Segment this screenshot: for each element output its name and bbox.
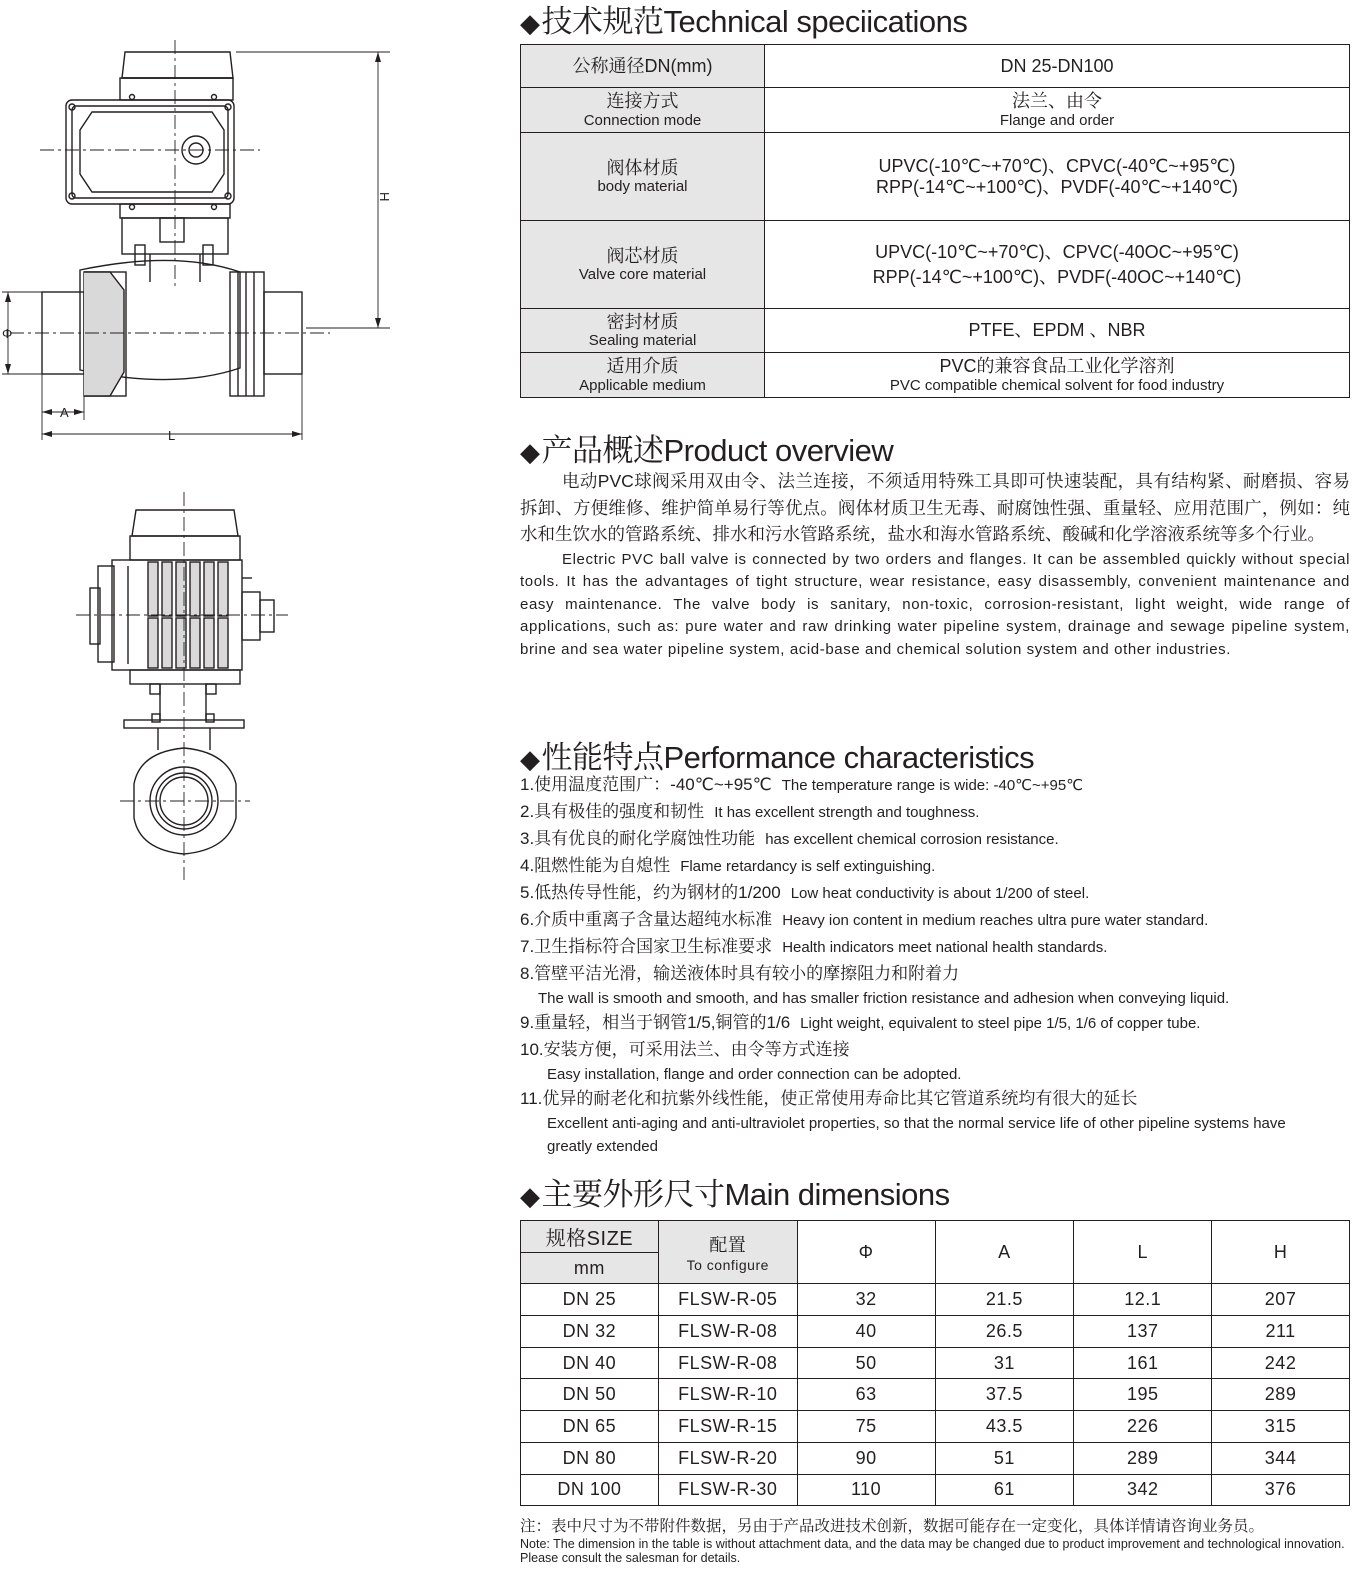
dims-cell-l: 342 <box>1074 1474 1212 1506</box>
dims-cell-phi: 63 <box>797 1379 935 1411</box>
spec-value-line: UPVC(-10℃~+70℃)、CPVC(-40OC~+95℃) <box>875 241 1239 262</box>
perf-item <box>520 1010 1360 1037</box>
dims-header-config <box>658 1221 797 1284</box>
table-row <box>521 1379 1350 1411</box>
spec-row-core-material <box>521 221 1350 309</box>
dims-header-l: L <box>1074 1221 1212 1284</box>
spec-value <box>765 133 1350 221</box>
perf-item <box>520 907 1360 934</box>
spec-label-en: Applicable medium <box>579 376 706 394</box>
dims-cell-size: DN 65 <box>521 1411 659 1443</box>
spec-label <box>521 221 765 309</box>
heading-diamond: ◆ <box>520 744 540 774</box>
label-l: L <box>168 428 176 443</box>
dims-heading <box>520 1169 950 1214</box>
dims-cell-a: 37.5 <box>935 1379 1074 1411</box>
table-row <box>521 1284 1350 1316</box>
spec-value-line: PVC的兼容食品工业化学溶剂 <box>939 356 1175 377</box>
perf-item-en: Light weight, equivalent to steel pipe 1/5, 1/6 of copper tube. <box>800 1015 1201 1032</box>
spec-value-line: RPP(-14℃~+100℃)、PVDF(-40℃~+140℃) <box>876 176 1238 197</box>
spec-row-connection <box>521 88 1350 133</box>
dims-cell-l: 289 <box>1074 1442 1212 1474</box>
spec-label-cn: 适用介质 <box>606 356 679 377</box>
perf-item-cn: 8.管壁平洁光滑，输送液体时具有较小的摩擦阻力和附着力 <box>520 964 960 983</box>
spec-label-en: body material <box>597 178 688 196</box>
spec-value-line: RPP(-14℃~+100℃)、PVDF(-40OC~+140℃) <box>872 266 1242 287</box>
dims-cell-l: 137 <box>1074 1316 1212 1348</box>
dims-heading-text: 主要外形尺寸Main dimensions <box>541 1177 950 1212</box>
dims-cell-h: 289 <box>1212 1379 1350 1411</box>
perf-item-cn: 1.使用温度范围广：-40℃~+95℃ <box>520 775 772 794</box>
spec-value-en: PVC compatible chemical solvent for food industry <box>889 376 1225 394</box>
dims-cell-config: FLSW-R-15 <box>658 1411 797 1443</box>
perf-heading <box>520 732 1034 777</box>
dims-cell-config: FLSW-R-20 <box>658 1442 797 1474</box>
dims-cell-config: FLSW-R-08 <box>658 1347 797 1379</box>
perf-item <box>520 799 1360 826</box>
spec-value <box>765 309 1350 353</box>
dims-header-h: H <box>1212 1221 1350 1284</box>
dims-header-mm: mm <box>521 1252 659 1284</box>
table-row <box>521 1442 1350 1474</box>
spec-label-cn: 阀芯材质 <box>606 245 679 266</box>
perf-item <box>520 1037 1360 1063</box>
perf-list <box>520 772 1360 1158</box>
spec-label <box>521 353 765 398</box>
perf-item-en: The wall is smooth and smooth, and has smaller friction resistance and adhesion when conveying liquid. <box>538 990 1230 1007</box>
dims-cell-size: DN 100 <box>521 1474 659 1506</box>
tech-spec-heading-text: 技术规范Technical speciications <box>541 4 968 39</box>
spec-label <box>521 45 765 88</box>
overview-text-cn: 电动PVC球阀采用双由令、法兰连接，不须适用特殊工具即可快速装配，具有结构紧、耐磨损、容易拆卸、方便维修、维护简单易行等优点。阀体材质卫生无毒、耐腐蚀性强、重量轻、应用范围广，例如：纯水和生饮水的管路系统、排水和污水管路系统，盐水和海水管路系统、酸碱和化学溶液系统等多个行业。 <box>520 471 1350 544</box>
table-row <box>521 1347 1350 1379</box>
dims-cell-a: 31 <box>935 1347 1074 1379</box>
perf-item-en: Low heat conductivity is about 1/200 of steel. <box>790 885 1090 902</box>
tech-spec-heading <box>520 0 967 41</box>
dims-cell-phi: 90 <box>797 1442 935 1474</box>
perf-item <box>520 880 1360 907</box>
dims-header-phi: Φ <box>797 1221 935 1284</box>
spec-label-cn: 连接方式 <box>606 91 679 112</box>
perf-item-en: It has excellent strength and toughness. <box>714 804 980 821</box>
footnote <box>520 1517 1365 1565</box>
spec-label-cn: 阀体材质 <box>606 157 679 178</box>
footnote-cn: 注：表中尺寸为不带附件数据，另由于产品改进技术创新，数据可能存在一定变化，具体详情请咨询业务员。 <box>520 1518 1265 1535</box>
perf-item <box>520 853 1360 880</box>
perf-heading-text: 性能特点Performance characteristics <box>541 740 1035 775</box>
dims-cell-a: 43.5 <box>935 1411 1074 1443</box>
spec-label-en: Valve core material <box>578 266 707 284</box>
label-h: H <box>377 192 392 202</box>
spec-label-en: Sealing material <box>588 332 697 350</box>
dims-cell-size: DN 50 <box>521 1379 659 1411</box>
dims-cell-h: 211 <box>1212 1316 1350 1348</box>
spec-row-medium <box>521 353 1350 398</box>
label-phi: Φ <box>2 326 13 341</box>
perf-item-en: Health indicators meet national health standards. <box>782 939 1108 956</box>
dims-cell-a: 21.5 <box>935 1284 1074 1316</box>
dims-cell-h: 376 <box>1212 1474 1350 1506</box>
dims-cell-h: 315 <box>1212 1411 1350 1443</box>
perf-item-cn: 5.低热传导性能，约为钢材的1/200 <box>520 883 781 902</box>
dims-cell-a: 26.5 <box>935 1316 1074 1348</box>
perf-item-cn: 4.阻燃性能为自熄性 <box>520 856 671 875</box>
spec-value <box>765 88 1350 133</box>
dims-cell-l: 226 <box>1074 1411 1212 1443</box>
spec-value-line: PTFE、EPDM 、NBR <box>968 320 1146 341</box>
dims-cell-h: 207 <box>1212 1284 1350 1316</box>
spec-label <box>521 88 765 133</box>
spec-value-line: 法兰、由令 <box>1012 91 1102 112</box>
perf-item-en: The temperature range is wide: -40℃~+95℃ <box>781 777 1084 794</box>
perf-item <box>520 961 1360 987</box>
heading-diamond: ◆ <box>520 1181 540 1211</box>
perf-item <box>520 934 1360 961</box>
dims-header-config-cn: 配置 <box>709 1235 747 1256</box>
perf-item-en: Heavy ion content in medium reaches ultra pure water standard. <box>782 912 1209 929</box>
table-row <box>521 1474 1350 1506</box>
dims-cell-phi: 75 <box>797 1411 935 1443</box>
dims-cell-phi: 40 <box>797 1316 935 1348</box>
dims-cell-size: DN 40 <box>521 1347 659 1379</box>
perf-item <box>520 1086 1360 1112</box>
overview-body <box>520 468 1350 661</box>
dimensions-table <box>520 1220 1350 1506</box>
spec-value <box>765 45 1350 88</box>
perf-item <box>520 772 1360 799</box>
spec-row-sealing <box>521 309 1350 353</box>
spec-label-cn: 密封材质 <box>606 311 679 332</box>
dims-cell-config: FLSW-R-05 <box>658 1284 797 1316</box>
spec-label-en: Connection mode <box>583 111 702 129</box>
perf-item-cn: 7.卫生指标符合国家卫生标准要求 <box>520 937 773 956</box>
dims-cell-phi: 50 <box>797 1347 935 1379</box>
table-row <box>521 1411 1350 1443</box>
dims-cell-config: FLSW-R-30 <box>658 1474 797 1506</box>
spec-row-dn <box>521 45 1350 88</box>
dims-cell-a: 61 <box>935 1474 1074 1506</box>
spec-value-line: DN 25-DN100 <box>1000 55 1114 76</box>
spec-value <box>765 353 1350 398</box>
perf-item-en: Easy installation, flange and order connection can be adopted. <box>547 1066 962 1083</box>
dims-cell-config: FLSW-R-08 <box>658 1316 797 1348</box>
dims-cell-l: 195 <box>1074 1379 1212 1411</box>
tech-spec-table <box>520 44 1350 398</box>
dims-cell-h: 242 <box>1212 1347 1350 1379</box>
dims-cell-size: DN 32 <box>521 1316 659 1348</box>
perf-item-en: Excellent anti-aging and anti-ultraviolet properties, so that the normal service life of other pipeline systems have greatly extended <box>547 1115 1286 1155</box>
table-row <box>521 1316 1350 1348</box>
spec-value <box>765 221 1350 309</box>
dims-header-row <box>521 1221 1350 1253</box>
spec-value-line: UPVC(-10℃~+70℃)、CPVC(-40℃~+95℃) <box>878 155 1236 176</box>
valve-front-view-drawing <box>0 20 500 450</box>
dims-cell-h: 344 <box>1212 1442 1350 1474</box>
spec-row-body-material <box>521 133 1350 221</box>
perf-item-cn: 3.具有优良的耐化学腐蚀性功能 <box>520 829 756 848</box>
dims-header-size: 规格SIZE <box>521 1221 659 1253</box>
dims-cell-phi: 32 <box>797 1284 935 1316</box>
dims-cell-size: DN 25 <box>521 1284 659 1316</box>
dims-cell-size: DN 80 <box>521 1442 659 1474</box>
spec-label <box>521 309 765 353</box>
overview-heading-text: 产品概述Product overview <box>541 433 894 468</box>
dims-cell-phi: 110 <box>797 1474 935 1506</box>
heading-diamond: ◆ <box>520 8 540 38</box>
spec-label <box>521 133 765 221</box>
dims-header-config-en: To configure <box>686 1257 769 1274</box>
perf-item-cn: 2.具有极佳的强度和韧性 <box>520 802 705 821</box>
spec-label-cn: 公称通径DN(mm) <box>572 55 713 76</box>
dims-header-a: A <box>935 1221 1074 1284</box>
footnote-en: Note: The dimension in the table is without attachment data, and the data may be changed due to product improvement and technological innovation. Please consult the salesman for details. <box>520 1537 1345 1565</box>
perf-item-cn: 6.介质中重离子含量达超纯水标准 <box>520 910 773 929</box>
dims-cell-l: 161 <box>1074 1347 1212 1379</box>
label-a: A <box>60 405 69 420</box>
perf-item-cn: 10.安装方便，可采用法兰、由令等方式连接 <box>520 1040 850 1059</box>
perf-item-en: has excellent chemical corrosion resistance. <box>765 831 1059 848</box>
perf-item-cn: 9.重量轻，相当于钢管1/5,铜管的1/6 <box>520 1013 791 1032</box>
dims-cell-l: 12.1 <box>1074 1284 1212 1316</box>
perf-item-cn: 11.优异的耐老化和抗紫外线性能，使正常使用寿命比其它管道系统均有很大的延长 <box>520 1089 1138 1108</box>
overview-text-en: Electric PVC ball valve is connected by two orders and flanges. It can be assembled quickly without special tools. It has the advantages of tight structure, wear resistance, easy disassembly, convenient maintenance and easy maintenance. The valve body is sanitary, non-toxic, corrosion-resistant, light weight, wide range of applications, such as: pure water and raw drinking water pipeline system, drainage and sewage pipeline system, brine and sea water pipeline system, acid-base and chemical solution system and other industries. <box>520 550 1350 658</box>
heading-diamond: ◆ <box>520 437 540 467</box>
perf-item <box>520 826 1360 853</box>
valve-side-view-drawing <box>0 488 500 888</box>
overview-heading <box>520 425 893 470</box>
spec-value-en: Flange and order <box>999 111 1115 129</box>
dims-cell-config: FLSW-R-10 <box>658 1379 797 1411</box>
dims-cell-a: 51 <box>935 1442 1074 1474</box>
perf-item-en: Flame retardancy is self extinguishing. <box>680 858 936 875</box>
